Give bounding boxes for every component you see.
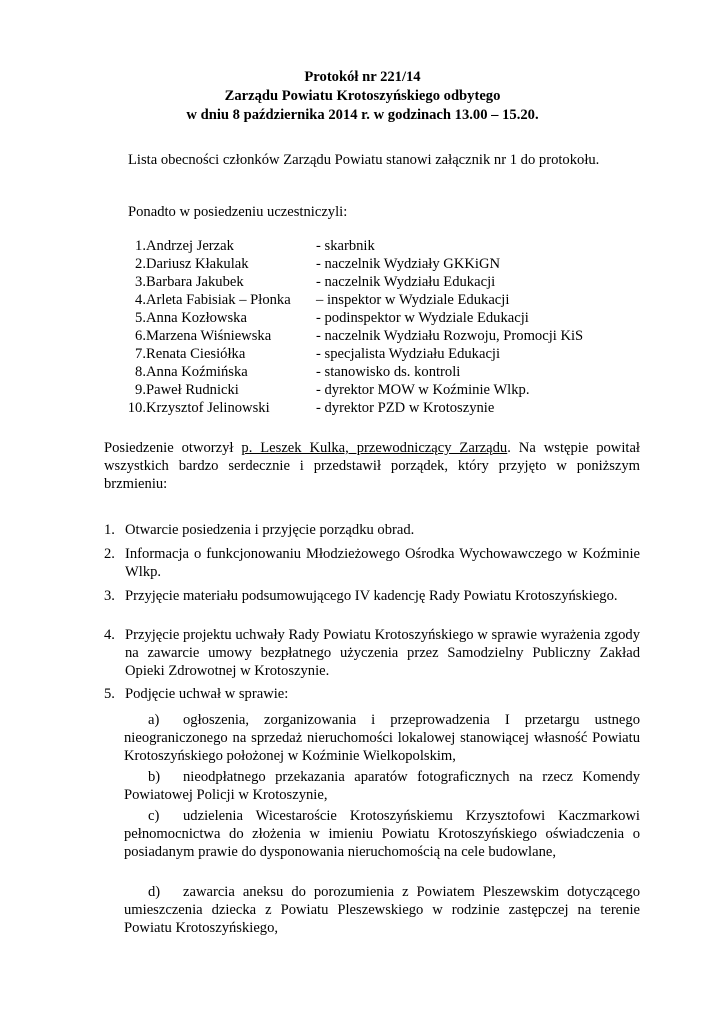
attendee-row: [116, 399, 495, 417]
attendee-row: [116, 237, 375, 255]
attendee-number: 9.: [135, 382, 146, 398]
attendee-number: 10.: [127, 400, 146, 416]
attendee-number: 7.: [135, 346, 146, 362]
attendee-role: - dyrektor PZD w Krotoszynie: [316, 400, 495, 416]
agenda-number: 4.: [104, 627, 115, 643]
subitem-letter: b): [148, 769, 161, 785]
agenda-text: Otwarcie posiedzenia i przyjęcie porządku obrad.: [125, 522, 415, 538]
title-line-1: Protokół nr 221/14: [304, 69, 421, 85]
attendee-role: - naczelnik Wydziału Edukacji: [316, 274, 496, 290]
agenda-item: [104, 545, 640, 581]
attendee-row: [116, 381, 530, 399]
attendee-row: [116, 291, 510, 309]
attendee-number: 2.: [135, 256, 146, 272]
subitem-text: ogłoszenia, zorganizowania i przeprowadzenia I przetargu ustnego nieograniczonego na sprzedaż nieruchomości lokalowej stanowiącej własność Powiatu Krotoszyńskiego położonej w Koźminie Wielkopolskim,: [124, 712, 640, 765]
attendee-role: - skarbnik: [316, 238, 375, 254]
subitem-letter: a): [148, 712, 160, 728]
agenda-text: Informacja o funkcjonowaniu Młodzieżowego Ośrodka Wychowawczego w Koźminie Wlkp.: [125, 546, 640, 581]
agenda-item: [104, 521, 640, 539]
attendee-role: – inspektor w Wydziale Edukacji: [316, 292, 510, 308]
attendee-name: Anna Kozłowska: [146, 310, 247, 326]
resolution-subitem: [124, 883, 640, 938]
opening-paragraph: [104, 439, 640, 494]
agenda-number: 3.: [104, 588, 115, 604]
attendee-role: - dyrektor MOW w Koźminie Wlkp.: [316, 382, 530, 398]
attendee-number: 3.: [135, 274, 146, 290]
agenda-text: Przyjęcie projektu uchwały Rady Powiatu Krotoszyńskiego w sprawie wyrażenia zgody na zawarcie umowy bezpłatnego użyczenia przez Samodzielny Publiczny Zakład Opieki Zdrowotnej w Krotoszynie.: [125, 627, 640, 680]
attendee-name: Barbara Jakubek: [146, 274, 244, 290]
attendee-role: - podinspektor w Wydziale Edukacji: [316, 310, 529, 326]
attendee-number: 8.: [135, 364, 146, 380]
subitem-text: zawarcia aneksu do porozumienia z Powiatem Pleszewskim dotyczącego umieszczenia dziecka z Powiatu Pleszewskiego w rodzinie zastępczej na terenie Powiatu Krotoszyńskiego,: [124, 884, 640, 937]
attendee-row: [116, 273, 496, 291]
opening-prefix: Posiedzenie otworzył: [104, 440, 242, 456]
opening-suffix: . Na wstępie powitał wszystkich bardzo serdecznie i przedstawił porządek, który przyjęto w poniższym brzmieniu:: [104, 440, 640, 493]
document-title: [0, 68, 725, 125]
attendee-number: 4.: [135, 292, 146, 308]
attendee-row: [116, 255, 501, 273]
title-line-3: w dniu 8 października 2014 r. w godzinach 13.00 – 15.20.: [186, 107, 539, 123]
agenda-item: [104, 626, 640, 681]
attendee-number: 5.: [135, 310, 146, 326]
attendee-role: - stanowisko ds. kontroli: [316, 364, 461, 380]
resolution-subitem: [124, 711, 640, 766]
title-line-2: Zarządu Powiatu Krotoszyńskiego odbytego: [224, 88, 501, 104]
attendee-row: [116, 309, 529, 327]
attendee-name: Arleta Fabisiak – Płonka: [146, 292, 291, 308]
resolution-subitem: [124, 807, 640, 862]
attendee-name: Krzysztof Jelinowski: [146, 400, 270, 416]
chairman-name: p. Leszek Kulka, przewodniczący Zarządu: [241, 440, 508, 456]
attendee-row: [116, 363, 461, 381]
subitem-letter: c): [148, 808, 160, 824]
subitem-letter: d): [148, 884, 161, 900]
attendee-name: Andrzej Jerzak: [146, 238, 234, 254]
agenda-text: Podjęcie uchwał w sprawie:: [125, 686, 289, 702]
resolution-subitem: [124, 768, 640, 804]
attendee-row: [116, 327, 584, 345]
attendee-number: 1.: [135, 238, 146, 254]
agenda-text: Przyjęcie materiału podsumowującego IV kadencję Rady Powiatu Krotoszyńskiego.: [125, 588, 618, 604]
also-present-paragraph: Ponadto w posiedzeniu uczestniczyli:: [128, 204, 348, 220]
attendee-name: Marzena Wiśniewska: [146, 328, 272, 344]
subitem-text: udzielenia Wicestaroście Krotoszyńskiemu Krzysztofowi Kaczmarkowi pełnomocnictwa do złożenia w imieniu Powiatu Krotoszyńskiego oświadczenia o posiadanym prawie do dysponowania nieruchomością na cele budowlane,: [124, 808, 640, 861]
agenda-item: [104, 685, 640, 703]
attendee-name: Dariusz Kłakulak: [146, 256, 249, 272]
attendee-row: [116, 345, 501, 363]
attendee-name: Anna Koźmińska: [146, 364, 248, 380]
subitem-text: nieodpłatnego przekazania aparatów fotograficznych na rzecz Komendy Powiatowej Policji w Krotoszynie,: [124, 769, 640, 804]
attendee-role: - specjalista Wydziału Edukacji: [316, 346, 501, 362]
attendee-role: - naczelnik Wydziału Rozwoju, Promocji KiS: [316, 328, 584, 344]
agenda-number: 5.: [104, 686, 115, 702]
agenda-number: 2.: [104, 546, 115, 562]
agenda-item: [104, 587, 640, 605]
attendee-role: - naczelnik Wydziały GKKiGN: [316, 256, 501, 272]
attendance-paragraph: Lista obecności członków Zarządu Powiatu stanowi załącznik nr 1 do protokołu.: [128, 152, 600, 168]
attendee-name: Paweł Rudnicki: [146, 382, 239, 398]
attendee-number: 6.: [135, 328, 146, 344]
agenda-number: 1.: [104, 522, 115, 538]
attendee-name: Renata Ciesiółka: [146, 346, 246, 362]
